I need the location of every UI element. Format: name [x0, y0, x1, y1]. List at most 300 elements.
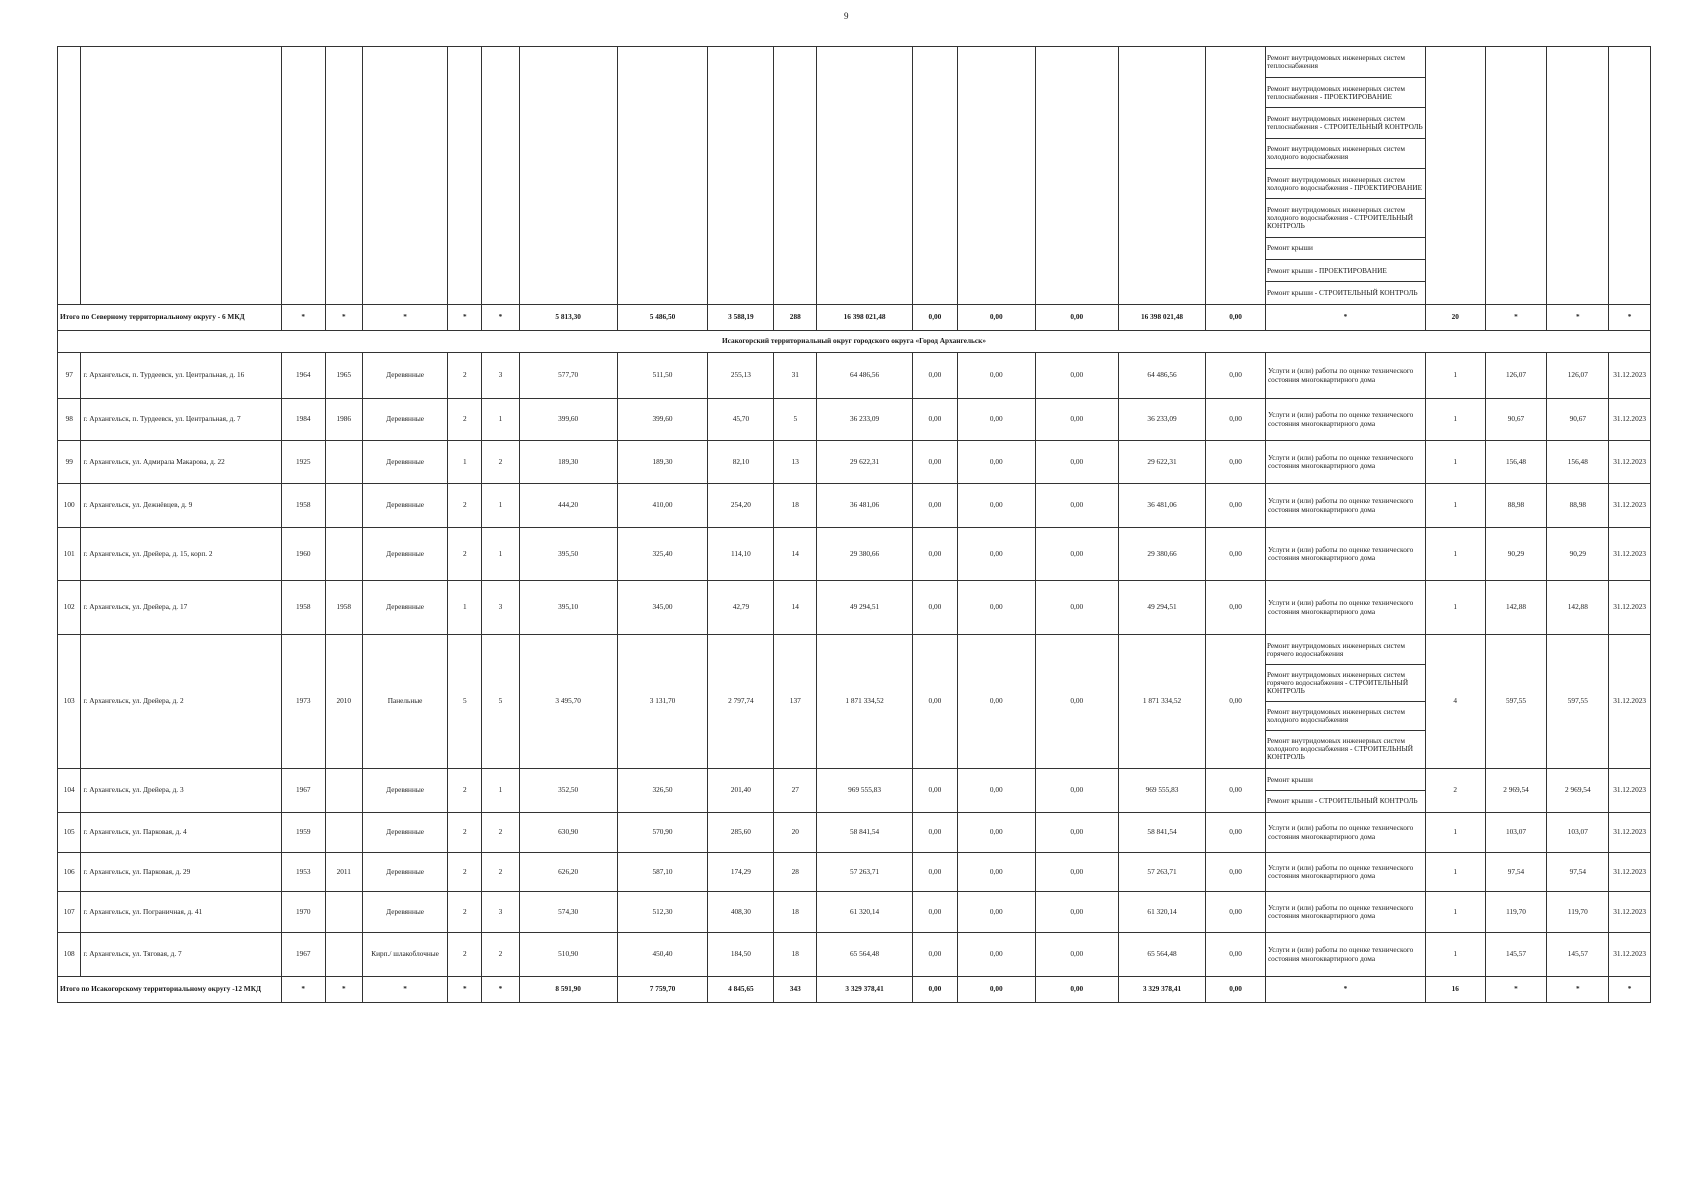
cell-a3: 42,79: [708, 581, 774, 635]
cell-ent: 3: [482, 892, 519, 933]
cell-date: 31.12.2023: [1609, 813, 1651, 853]
cell-f3: 0,00: [1035, 484, 1118, 528]
cell-a1: 352,50: [519, 769, 617, 813]
total-f1: 0,00: [913, 305, 958, 331]
empty-cell: [913, 47, 958, 305]
cell-f3: 0,00: [1035, 581, 1118, 635]
cell-f5: 0,00: [1206, 484, 1266, 528]
row-number: 107: [58, 892, 81, 933]
work-item: Ремонт внутридомовых инженерных систем горячего водоснабжения - СТРОИТЕЛЬНЫЙ КОНТРОЛЬ: [1266, 665, 1425, 702]
cell-u1: 2 969,54: [1485, 769, 1547, 813]
cell-y2: 1965: [325, 353, 362, 399]
total-f2: 0,00: [957, 977, 1035, 1003]
total-u1: *: [1485, 977, 1547, 1003]
cell-u1: 597,55: [1485, 635, 1547, 769]
cell-fl: 2: [448, 399, 482, 441]
total-date: *: [1609, 305, 1651, 331]
cell-f4: 29 380,66: [1118, 528, 1205, 581]
total-c1: *: [281, 977, 325, 1003]
address: г. Архангельск, п. Турдеевск, ул. Центральная, д. 16: [81, 353, 281, 399]
work-item: Ремонт внутридомовых инженерных систем холодного водоснабжения - СТРОИТЕЛЬНЫЙ КОНТРОЛЬ: [1266, 736, 1414, 762]
total-count: 20: [1425, 305, 1485, 331]
cell-y2: [325, 769, 362, 813]
house-row: [58, 399, 1651, 441]
address: г. Архангельск, ул. Дежнёвцев, д. 9: [81, 484, 281, 528]
cell-f1: 0,00: [913, 769, 958, 813]
cell-cost: 29 622,31: [817, 441, 913, 484]
cell-u2: 597,55: [1547, 635, 1609, 769]
cell-y2: 1986: [325, 399, 362, 441]
house-row: [58, 892, 1651, 933]
cell-y1: 1953: [281, 853, 325, 892]
cell-f5: 0,00: [1206, 853, 1266, 892]
works-cell: [1265, 933, 1425, 977]
works-cell: [1265, 769, 1425, 813]
cell-cnt: 2: [1425, 769, 1485, 813]
cell-date: 31.12.2023: [1609, 399, 1651, 441]
cell-a1: 626,20: [519, 853, 617, 892]
cell-f1: 0,00: [913, 484, 958, 528]
cell-date: 31.12.2023: [1609, 484, 1651, 528]
cell-fl: 2: [448, 813, 482, 853]
cell-cost: 65 564,48: [817, 933, 913, 977]
cell-a1: 395,10: [519, 581, 617, 635]
cell-f3: 0,00: [1035, 635, 1118, 769]
cell-cnt: 1: [1425, 528, 1485, 581]
empty-cell: [708, 47, 774, 305]
cell-cnt: 1: [1425, 484, 1485, 528]
cell-y2: 2010: [325, 635, 362, 769]
works-cell: [1265, 635, 1425, 769]
cell-u1: 90,29: [1485, 528, 1547, 581]
empty-cell: [81, 47, 281, 305]
cell-f3: 0,00: [1035, 441, 1118, 484]
total-area-res: 4 845,65: [708, 977, 774, 1003]
cell-fl: 2: [448, 528, 482, 581]
cell-date: 31.12.2023: [1609, 933, 1651, 977]
total-date: *: [1609, 977, 1651, 1003]
cell-u2: 126,07: [1547, 353, 1609, 399]
total-c3: *: [362, 305, 447, 331]
total-f2: 0,00: [957, 305, 1035, 331]
total-row-north: [58, 305, 1651, 331]
cell-a2: 399,60: [617, 399, 708, 441]
works-cell: [1265, 528, 1425, 581]
row-number: 105: [58, 813, 81, 853]
cell-cost: 64 486,56: [817, 353, 913, 399]
cell-f4: 1 871 334,52: [1118, 635, 1205, 769]
row-number: 101: [58, 528, 81, 581]
cell-cnt: 1: [1425, 892, 1485, 933]
cell-f2: 0,00: [957, 853, 1035, 892]
district-heading-row: [58, 331, 1651, 353]
cell-f4: 36 481,06: [1118, 484, 1205, 528]
cell-f3: 0,00: [1035, 892, 1118, 933]
empty-cell: [58, 47, 81, 305]
work-item: Услуги и (или) работы по оценке технического состояния многоквартирного дома: [1267, 823, 1414, 841]
continuation-row: [58, 47, 1651, 305]
cell-mat: Деревянные: [362, 353, 447, 399]
empty-cell: [817, 47, 913, 305]
cell-date: 31.12.2023: [1609, 353, 1651, 399]
cell-f4: 61 320,14: [1118, 892, 1205, 933]
total-area-living: 5 486,50: [617, 305, 708, 331]
empty-cell: [1609, 47, 1651, 305]
cell-ent: 1: [482, 399, 519, 441]
cell-y1: 1958: [281, 581, 325, 635]
row-number: 102: [58, 581, 81, 635]
cell-f1: 0,00: [913, 353, 958, 399]
total-f4: 16 398 021,48: [1118, 305, 1205, 331]
cell-a2: 587,10: [617, 853, 708, 892]
page-number: 9: [844, 11, 849, 21]
cell-a2: 570,90: [617, 813, 708, 853]
cell-mat: Деревянные: [362, 528, 447, 581]
cell-a1: 630,90: [519, 813, 617, 853]
cell-u1: 103,07: [1485, 813, 1547, 853]
cell-u2: 119,70: [1547, 892, 1609, 933]
cell-a3: 82,10: [708, 441, 774, 484]
cell-mat: Панельные: [362, 635, 447, 769]
total-f3: 0,00: [1035, 977, 1118, 1003]
work-item: Ремонт внутридомовых инженерных систем горячего водоснабжения: [1266, 636, 1425, 665]
cell-a1: 577,70: [519, 353, 617, 399]
cell-a3: 408,30: [708, 892, 774, 933]
cell-fl: 5: [448, 635, 482, 769]
cell-f1: 0,00: [913, 892, 958, 933]
total-label: Итого по Северному территориальному округу - 6 МКД: [58, 305, 282, 331]
cell-mat: Деревянные: [362, 441, 447, 484]
total-cost-total: 3 329 378,41: [817, 977, 913, 1003]
cell-f3: 0,00: [1035, 353, 1118, 399]
cell-f2: 0,00: [957, 769, 1035, 813]
cell-res: 31: [774, 353, 817, 399]
cell-fl: 2: [448, 769, 482, 813]
house-row: [58, 769, 1651, 813]
empty-cell: [1485, 47, 1547, 305]
cell-y1: 1984: [281, 399, 325, 441]
row-number: 103: [58, 635, 81, 769]
cell-a1: 3 495,70: [519, 635, 617, 769]
cell-a2: 189,30: [617, 441, 708, 484]
cell-ent: 2: [482, 853, 519, 892]
cell-f1: 0,00: [913, 399, 958, 441]
cell-u2: 90,29: [1547, 528, 1609, 581]
cell-f2: 0,00: [957, 528, 1035, 581]
total-area-total: 5 813,30: [519, 305, 617, 331]
cell-f1: 0,00: [913, 441, 958, 484]
cell-a2: 3 131,70: [617, 635, 708, 769]
total-f1: 0,00: [913, 977, 958, 1003]
row-number: 104: [58, 769, 81, 813]
cell-f1: 0,00: [913, 933, 958, 977]
cell-y2: [325, 441, 362, 484]
empty-cell: [519, 47, 617, 305]
cell-cost: 36 233,09: [817, 399, 913, 441]
total-works: *: [1265, 977, 1425, 1003]
row-number: 97: [58, 353, 81, 399]
cell-a2: 325,40: [617, 528, 708, 581]
cell-cnt: 4: [1425, 635, 1485, 769]
cell-y2: [325, 933, 362, 977]
work-item: Ремонт крыши: [1266, 238, 1425, 260]
empty-cell: [1425, 47, 1485, 305]
work-item: Ремонт внутридомовых инженерных систем холодного водоснабжения - СТРОИТЕЛЬНЫЙ КОНТРОЛЬ: [1266, 199, 1425, 237]
cell-cost: 49 294,51: [817, 581, 913, 635]
total-c4: *: [448, 305, 482, 331]
cell-cost: 36 481,06: [817, 484, 913, 528]
work-item: Услуги и (или) работы по оценке технического состояния многоквартирного дома: [1267, 544, 1414, 562]
cell-fl: 2: [448, 853, 482, 892]
cell-ent: 2: [482, 813, 519, 853]
cell-f2: 0,00: [957, 484, 1035, 528]
cell-res: 28: [774, 853, 817, 892]
empty-cell: [281, 47, 325, 305]
cell-a1: 399,60: [519, 399, 617, 441]
works-cell: [1265, 47, 1425, 305]
cell-f5: 0,00: [1206, 769, 1266, 813]
cell-cost: 61 320,14: [817, 892, 913, 933]
cell-f2: 0,00: [957, 353, 1035, 399]
house-row: [58, 933, 1651, 977]
total-c2: *: [325, 305, 362, 331]
cell-a2: 326,50: [617, 769, 708, 813]
cell-f2: 0,00: [957, 892, 1035, 933]
work-item: Услуги и (или) работы по оценке технического состояния многоквартирного дома: [1267, 902, 1414, 920]
cell-y1: 1964: [281, 353, 325, 399]
work-item: Ремонт крыши - СТРОИТЕЛЬНЫЙ КОНТРОЛЬ: [1266, 796, 1418, 806]
cell-mat: Деревянные: [362, 853, 447, 892]
cell-y2: 1958: [325, 581, 362, 635]
cell-y2: [325, 528, 362, 581]
cell-f3: 0,00: [1035, 769, 1118, 813]
total-c2: *: [325, 977, 362, 1003]
cell-mat: Кирп./ шлакоблочные: [362, 933, 447, 977]
works-cell: [1265, 581, 1425, 635]
cell-ent: 1: [482, 528, 519, 581]
cell-f5: 0,00: [1206, 813, 1266, 853]
cell-fl: 1: [448, 441, 482, 484]
cell-u1: 142,88: [1485, 581, 1547, 635]
cell-a1: 510,90: [519, 933, 617, 977]
cell-f5: 0,00: [1206, 892, 1266, 933]
total-c1: *: [281, 305, 325, 331]
empty-cell: [1206, 47, 1266, 305]
cell-cnt: 1: [1425, 441, 1485, 484]
works-cell: [1265, 813, 1425, 853]
empty-cell: [325, 47, 362, 305]
cell-f5: 0,00: [1206, 635, 1266, 769]
cell-u1: 97,54: [1485, 853, 1547, 892]
house-row: [58, 528, 1651, 581]
total-f4: 3 329 378,41: [1118, 977, 1205, 1003]
cell-u1: 145,57: [1485, 933, 1547, 977]
work-item: Ремонт внутридомовых инженерных систем холодного водоснабжения: [1266, 702, 1425, 731]
cell-cnt: 1: [1425, 853, 1485, 892]
cell-a3: 45,70: [708, 399, 774, 441]
cell-a3: 174,29: [708, 853, 774, 892]
cell-a3: 285,60: [708, 813, 774, 853]
total-area-res: 3 588,19: [708, 305, 774, 331]
cell-y1: 1925: [281, 441, 325, 484]
cell-u1: 119,70: [1485, 892, 1547, 933]
work-item: Ремонт внутридомовых инженерных систем холодного водоснабжения: [1266, 139, 1425, 169]
cell-y1: 1959: [281, 813, 325, 853]
cell-u2: 156,48: [1547, 441, 1609, 484]
cell-u2: 90,67: [1547, 399, 1609, 441]
house-row: [58, 484, 1651, 528]
cell-u1: 88,98: [1485, 484, 1547, 528]
empty-cell: [448, 47, 482, 305]
cell-date: 31.12.2023: [1609, 528, 1651, 581]
cell-f5: 0,00: [1206, 581, 1266, 635]
cell-fl: 2: [448, 353, 482, 399]
empty-cell: [1118, 47, 1205, 305]
cell-fl: 2: [448, 933, 482, 977]
cell-ent: 2: [482, 441, 519, 484]
cell-date: 31.12.2023: [1609, 892, 1651, 933]
total-c5: *: [482, 977, 519, 1003]
cell-y2: [325, 892, 362, 933]
cell-cnt: 1: [1425, 813, 1485, 853]
cell-y2: [325, 813, 362, 853]
cell-a2: 511,50: [617, 353, 708, 399]
work-item: Ремонт внутридомовых инженерных систем теплоснабжения: [1266, 48, 1425, 78]
total-cost-total: 16 398 021,48: [817, 305, 913, 331]
work-item: Ремонт внутридомовых инженерных систем холодного водоснабжения - ПРОЕКТИРОВАНИЕ: [1266, 169, 1425, 199]
house-row: [58, 581, 1651, 635]
district-heading: Исакогорский территориальный округ городского округа «Город Архангельск»: [58, 331, 1651, 353]
cell-a3: 184,50: [708, 933, 774, 977]
total-u1: *: [1485, 305, 1547, 331]
cell-f4: 57 263,71: [1118, 853, 1205, 892]
cell-cost: 57 263,71: [817, 853, 913, 892]
cell-u1: 90,67: [1485, 399, 1547, 441]
empty-cell: [957, 47, 1035, 305]
cell-cost: 29 380,66: [817, 528, 913, 581]
cell-ent: 3: [482, 581, 519, 635]
cell-res: 14: [774, 528, 817, 581]
cell-res: 18: [774, 484, 817, 528]
row-number: 106: [58, 853, 81, 892]
cell-a1: 444,20: [519, 484, 617, 528]
cell-cost: 969 555,83: [817, 769, 913, 813]
cell-a2: 512,30: [617, 892, 708, 933]
cell-y1: 1958: [281, 484, 325, 528]
cell-res: 18: [774, 933, 817, 977]
cell-cnt: 1: [1425, 581, 1485, 635]
cell-cnt: 1: [1425, 399, 1485, 441]
total-works: *: [1265, 305, 1425, 331]
address: г. Архангельск, ул. Дрейера, д. 17: [81, 581, 281, 635]
total-f3: 0,00: [1035, 305, 1118, 331]
work-item: Услуги и (или) работы по оценке технического состояния многоквартирного дома: [1267, 862, 1414, 880]
cell-f2: 0,00: [957, 399, 1035, 441]
empty-cell: [617, 47, 708, 305]
address: г. Архангельск, ул. Тяговая, д. 7: [81, 933, 281, 977]
address: г. Архангельск, ул. Парковая, д. 29: [81, 853, 281, 892]
work-item: Услуги и (или) работы по оценке технического состояния многоквартирного дома: [1267, 598, 1414, 616]
row-number: 98: [58, 399, 81, 441]
cell-f5: 0,00: [1206, 441, 1266, 484]
row-number: 100: [58, 484, 81, 528]
work-item: Услуги и (или) работы по оценке технического состояния многоквартирного дома: [1267, 452, 1414, 470]
work-item: Ремонт внутридомовых инженерных систем теплоснабжения - ПРОЕКТИРОВАНИЕ: [1266, 78, 1425, 108]
total-c3: *: [362, 977, 447, 1003]
cell-cost: 58 841,54: [817, 813, 913, 853]
address: г. Архангельск, п. Турдеевск, ул. Центральная, д. 7: [81, 399, 281, 441]
empty-cell: [1547, 47, 1609, 305]
cell-mat: Деревянные: [362, 581, 447, 635]
address: г. Архангельск, ул. Пограничная, д. 41: [81, 892, 281, 933]
work-item: Ремонт крыши - ПРОЕКТИРОВАНИЕ: [1266, 260, 1425, 282]
total-row-isakogorsky: [58, 977, 1651, 1003]
cell-u2: 142,88: [1547, 581, 1609, 635]
address: г. Архангельск, ул. Дрейера, д. 15, корп. 2: [81, 528, 281, 581]
cell-mat: Деревянные: [362, 399, 447, 441]
cell-y1: 1973: [281, 635, 325, 769]
cell-f5: 0,00: [1206, 353, 1266, 399]
cell-y1: 1960: [281, 528, 325, 581]
cell-ent: 1: [482, 769, 519, 813]
cell-ent: 1: [482, 484, 519, 528]
work-item: Ремонт крыши - СТРОИТЕЛЬНЫЙ КОНТРОЛЬ: [1266, 287, 1418, 297]
cell-f4: 58 841,54: [1118, 813, 1205, 853]
cell-f2: 0,00: [957, 635, 1035, 769]
cell-f2: 0,00: [957, 813, 1035, 853]
cell-mat: Деревянные: [362, 769, 447, 813]
cell-cnt: 1: [1425, 353, 1485, 399]
empty-cell: [362, 47, 447, 305]
cell-a2: 345,00: [617, 581, 708, 635]
cell-f3: 0,00: [1035, 853, 1118, 892]
cell-ent: 2: [482, 933, 519, 977]
cell-a3: 254,20: [708, 484, 774, 528]
cell-ent: 3: [482, 353, 519, 399]
cell-f1: 0,00: [913, 635, 958, 769]
cell-f5: 0,00: [1206, 933, 1266, 977]
cell-u1: 156,48: [1485, 441, 1547, 484]
total-f5: 0,00: [1206, 305, 1266, 331]
capital-repair-table: [57, 46, 1651, 1003]
cell-ent: 5: [482, 635, 519, 769]
cell-y1: 1967: [281, 933, 325, 977]
works-cell: [1265, 484, 1425, 528]
cell-f1: 0,00: [913, 813, 958, 853]
address: г. Архангельск, ул. Адмирала Макарова, д. 22: [81, 441, 281, 484]
works-cell: [1265, 353, 1425, 399]
house-row: [58, 441, 1651, 484]
cell-f1: 0,00: [913, 528, 958, 581]
cell-f2: 0,00: [957, 933, 1035, 977]
cell-fl: 2: [448, 892, 482, 933]
cell-a2: 450,40: [617, 933, 708, 977]
cell-f4: 65 564,48: [1118, 933, 1205, 977]
cell-a3: 2 797,74: [708, 635, 774, 769]
cell-f4: 36 233,09: [1118, 399, 1205, 441]
cell-a1: 189,30: [519, 441, 617, 484]
works-cell: [1265, 441, 1425, 484]
cell-u2: 97,54: [1547, 853, 1609, 892]
cell-cnt: 1: [1425, 933, 1485, 977]
total-f5: 0,00: [1206, 977, 1266, 1003]
cell-a3: 255,13: [708, 353, 774, 399]
cell-res: 20: [774, 813, 817, 853]
cell-a3: 201,40: [708, 769, 774, 813]
cell-u1: 126,07: [1485, 353, 1547, 399]
cell-y1: 1970: [281, 892, 325, 933]
cell-res: 5: [774, 399, 817, 441]
